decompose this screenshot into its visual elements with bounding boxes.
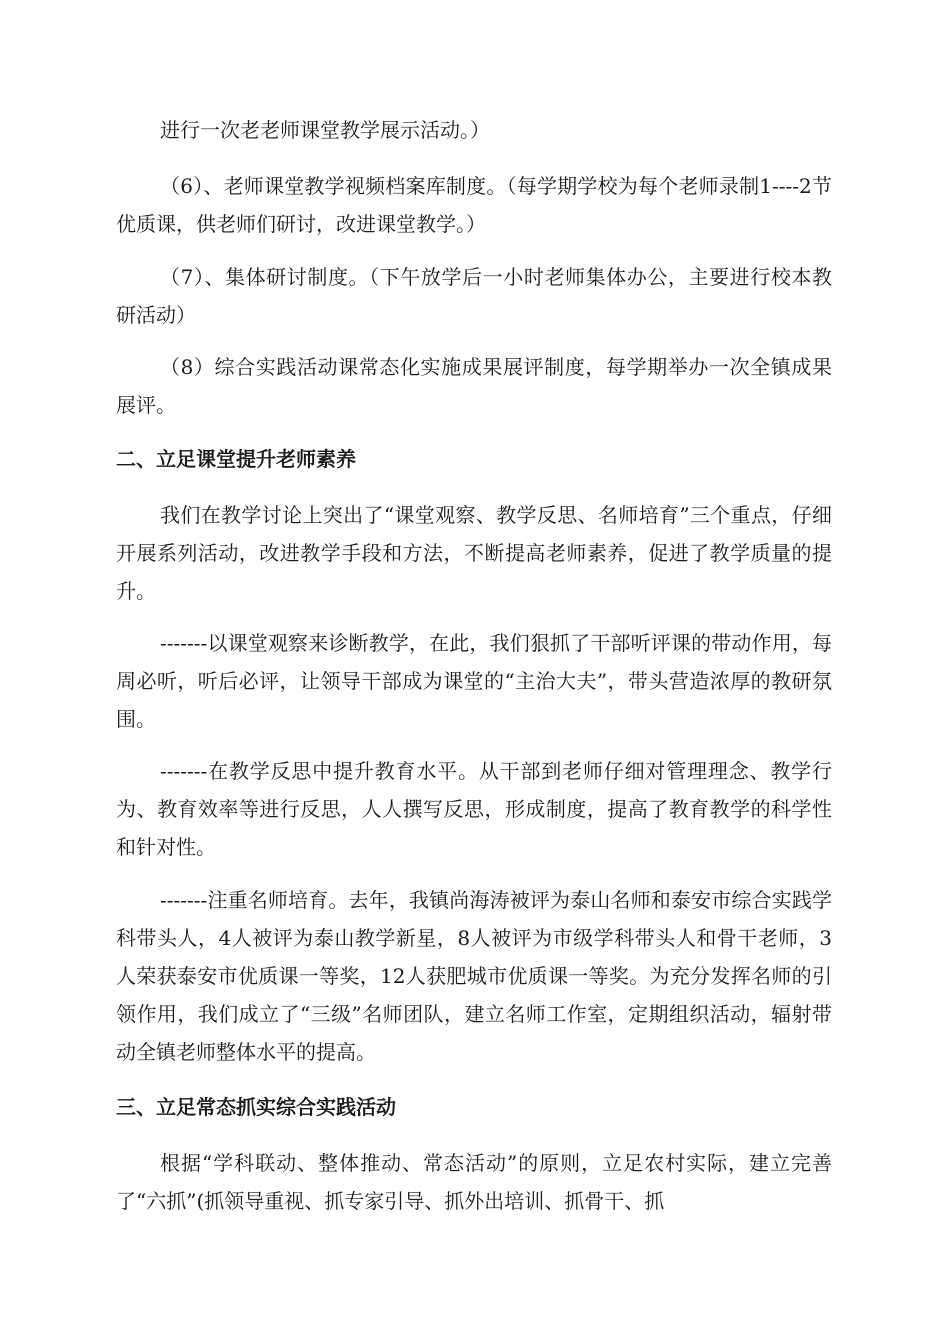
paragraph-teaching-reflection: -------在教学反思中提升教育水平。从干部到老师仔细对管理理念、教学行为、教育效率等进行反思，人人撰写反思，形成制度，提高了教育教学的科学性和针对性。	[116, 759, 832, 859]
paragraph-famous-teachers: -------注重名师培育。去年，我镇尚海涛被评为泰山名师和泰安市综合实践学科带头人，4人被评为泰山教学新星，8人被评为市级学科带头人和骨干老师，3人荣获泰安市优质课一等奖，12人获肥城市优质课一等奖。为充分发挥名师的引领作用，我们成立了“三级”名师团队，建立名师工作室，定期组织活动，辐射带动全镇老师整体水平的提高。	[116, 888, 832, 1064]
section-heading-2: 二、立足课堂提升老师素养	[116, 447, 356, 471]
paragraph-continuation: 进行一次老老师课堂教学展示活动。）	[160, 118, 490, 142]
paragraph-item-6: （6）、老师课堂教学视频档案库制度。（每学期学校为每个老师录制1----2节优质课，供老师们研讨，改进课堂教学。）	[116, 174, 832, 236]
section-heading-3: 三、立足常态抓实综合实践活动	[116, 1095, 396, 1119]
paragraph-item-8: （8）综合实践活动课常态化实施成果展评制度，每学期举办一次全镇成果展评。	[116, 355, 832, 417]
paragraph-classroom-observation: -------以课堂观察来诊断教学，在此，我们狠抓了干部听评课的带动作用，每周必听，听后必评，让领导干部成为课堂的“主治大夫”，带头营造浓厚的教研氛围。	[116, 631, 832, 731]
paragraph-item-7: （7）、集体研讨制度。（下午放学后一小时老师集体办公，主要进行校本教研活动）	[116, 265, 832, 327]
paragraph-section3-intro: 根据“学科联动、整体推动、常态活动”的原则，立足农村实际，建立完善了“六抓”(抓领导重视、抓专家引导、抓外出培训、抓骨干、抓	[116, 1151, 832, 1213]
paragraph-section2-intro: 我们在教学讨论上突出了“课堂观察、教学反思、名师培育”三个重点，仔细开展系列活动，改进教学手段和方法，不断提高老师素养，促进了教学质量的提升。	[116, 503, 832, 603]
